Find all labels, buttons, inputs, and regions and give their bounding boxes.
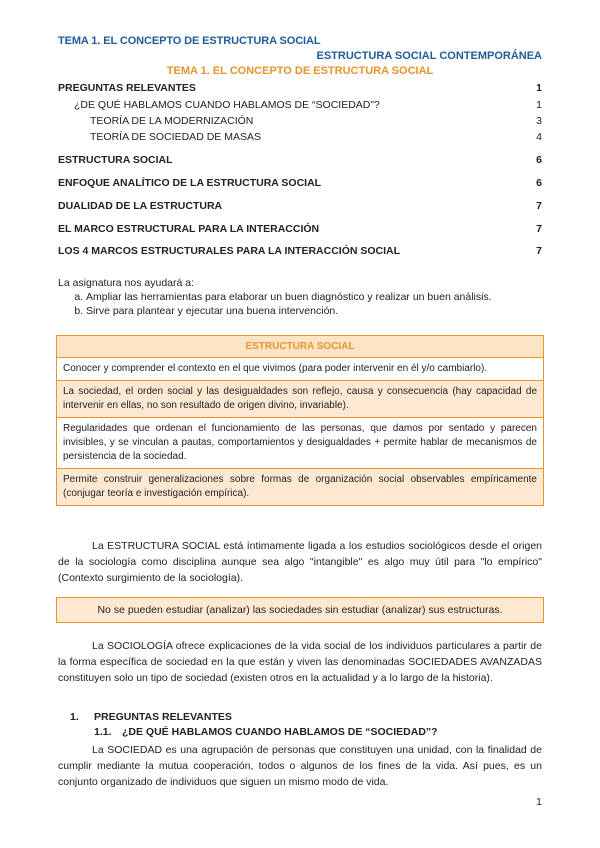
page-title: TEMA 1. EL CONCEPTO DE ESTRUCTURA SOCIAL [166, 65, 434, 77]
paragraph-sociology: La SOCIOLOGÍA ofrece explicaciones de la vida social de los individuos particulares a partir de la forma específica de sociedad en la que están y viven las denominadas SOCIEDADES AVANZADAS constituyen solo un tipo de sociedad (existen otros en la actualidad y a lo largo de la historia). [58, 640, 542, 684]
toc-entry[interactable] [58, 177, 542, 189]
section-heading [70, 711, 232, 723]
toc-entry[interactable] [58, 245, 542, 257]
subsection-heading [94, 726, 438, 738]
section-number: 1. [70, 711, 79, 723]
callout-text: No se pueden estudiar (analizar) las sociedades sin estudiar (analizar) sus estructuras. [97, 604, 503, 616]
toc-entry-page: 7 [536, 223, 542, 235]
toc-entry-page: 1 [536, 82, 542, 94]
list-item: b. Sirve para plantear y ejecutar una buena intervención. [86, 304, 542, 318]
list-item: a. Ampliar las herramientas para elaborar un buen diagnóstico y realizar un buen análisis. [86, 290, 542, 304]
toc-entry-label: TEORÍA DE SOCIEDAD DE MASAS [90, 131, 261, 143]
toc-entry-page: 6 [536, 177, 542, 189]
toc-entry-label: PREGUNTAS RELEVANTES [58, 82, 196, 94]
subsection-number: 1.1. [94, 726, 112, 738]
toc-entry[interactable] [58, 131, 542, 143]
toc-entry-page: 3 [536, 115, 542, 127]
toc-entry[interactable] [58, 154, 542, 166]
header-course: ESTRUCTURA SOCIAL CONTEMPORÁNEA [316, 50, 542, 62]
toc-entry-label: LOS 4 MARCOS ESTRUCTURALES PARA LA INTERACCIÓN SOCIAL [58, 245, 401, 257]
callout-box [56, 597, 544, 623]
paragraph-society: La SOCIEDAD es una agrupación de personas que constituyen una unidad, con la finalidad de cumplir mediante la mutua cooperación, todos o algunos de los fines de la vida. Así pues, es un conjunto organizado de individuos que siguen un mismo modo de vida. [58, 744, 542, 788]
table-header: ESTRUCTURA SOCIAL [57, 336, 543, 358]
intro-list [58, 290, 542, 318]
toc-entry[interactable] [58, 223, 542, 235]
toc-entry-label: DUALIDAD DE LA ESTRUCTURA [58, 200, 223, 212]
toc-entry-label: ¿DE QUÉ HABLAMOS CUANDO HABLAMOS DE “SOCIEDAD”? [74, 99, 380, 111]
toc-entry-page: 7 [536, 245, 542, 257]
toc-entry-label: EL MARCO ESTRUCTURAL PARA LA INTERACCIÓN [58, 223, 320, 235]
intro-block [58, 276, 542, 318]
paragraph-structure: La ESTRUCTURA SOCIAL está íntimamente ligada a los estudios sociológicos desde el origen de la sociología como disciplina aunque sea algo "intangible" es algo muy útil para "lo empírico" (Contexto surgimiento de la sociología). [58, 540, 542, 584]
toc-entry[interactable] [58, 82, 542, 94]
toc-entry-label: ENFOQUE ANALÍTICO DE LA ESTRUCTURA SOCIAL [58, 177, 322, 189]
header-topic: TEMA 1. EL CONCEPTO DE ESTRUCTURA SOCIAL [58, 35, 321, 47]
toc-entry-page: 6 [536, 154, 542, 166]
section-title: PREGUNTAS RELEVANTES [94, 711, 232, 723]
table-row: Permite construir generalizaciones sobre formas de organización social observables empíricamente (conjugar teoría e investigación empírica). [57, 469, 543, 505]
toc-entry[interactable] [58, 200, 542, 212]
toc-entry-page: 4 [536, 131, 542, 143]
subsection-title: ¿DE QUÉ HABLAMOS CUANDO HABLAMOS DE “SOCIEDAD”? [122, 726, 438, 738]
structure-table [56, 335, 544, 506]
toc-entry[interactable] [58, 115, 542, 127]
toc-entry-label: ESTRUCTURA SOCIAL [58, 154, 173, 166]
table-row: Conocer y comprender el contexto en el que vivimos (para poder intervenir en él y/o cambiarlo). [57, 358, 543, 381]
page-number: 1 [536, 796, 542, 808]
toc-entry-page: 1 [536, 99, 542, 111]
table-row: La sociedad, el orden social y las desigualdades son reflejo, causa y consecuencia (hay capacidad de intervenir en ellas, no son resultado de origen divino, invariable). [57, 381, 543, 418]
table-row: Regularidades que ordenan el funcionamiento de las personas, que damos por sentado y parecen invisibles, y se vinculan a pautas, comportamientos y desigualdades + permite hablar de mecanismos de persistencia de la sociedad. [57, 418, 543, 469]
toc-entry-page: 7 [536, 200, 542, 212]
toc-entry-label: TEORÍA DE LA MODERNIZACIÓN [90, 115, 254, 127]
toc-entry[interactable] [58, 99, 542, 111]
intro-lead: La asignatura nos ayudará a: [58, 277, 195, 289]
